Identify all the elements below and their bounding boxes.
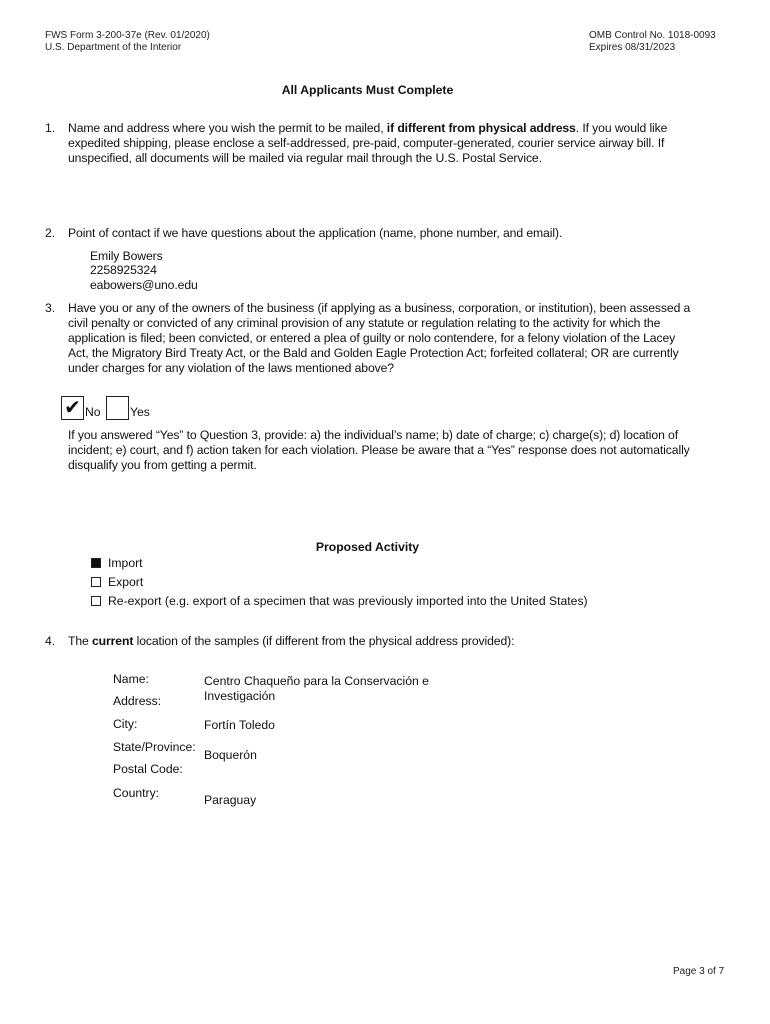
yes-label: Yes — [130, 405, 150, 419]
question-1-text: Name and address where you wish the permit to be mailed, if different from physical address. If you would like expedited shipping, please enclose a self-addressed, pre-paid, computer-generated, courier service airway bill. If unspecified, all documents will be mailed via regular mail through the U.S. Postal Service. — [68, 121, 668, 165]
checkmark-icon: ✔ — [64, 395, 81, 419]
country-label: Country: — [113, 786, 160, 800]
no-checkbox[interactable] — [61, 396, 84, 420]
question-3-text: Have you or any of the owners of the business (if applying as a business, corporation, or institution), been assessed a civil penalty or convicted of any criminal provision of any statute or regulation relating to the activity for which the application is filed; been convicted, or entered a plea of guilty or nolo contendere, for a felony violation of the Lacey Act, the Migratory Bird Treaty Act, or the Bald and Golden Eagle Protection Act; forfeited collateral; OR are currently under charges for any violation of the laws mentioned above? — [68, 301, 691, 375]
address-label: Address: — [113, 694, 162, 708]
omb-control-number: OMB Control No. 1018-0093 — [589, 30, 716, 41]
question-2-number: 2. — [45, 226, 56, 240]
re-export-checkbox[interactable] — [91, 596, 101, 606]
postal-code-label: Postal Code: — [113, 762, 183, 776]
page-number: Page 3 of 7 — [673, 966, 725, 977]
question-4-text: The current location of the samples (if different from the physical address provided): — [68, 634, 515, 648]
import-checkbox[interactable] — [91, 558, 101, 568]
city-value[interactable]: Fortín Toledo — [204, 718, 275, 732]
question-2-text: Point of contact if we have questions about the application (name, phone number, and email). — [68, 226, 563, 240]
section-title: All Applicants Must Complete — [281, 83, 454, 97]
city-label: City: — [113, 717, 138, 731]
question-3-number: 3. — [45, 301, 56, 315]
form-id: FWS Form 3-200-37e (Rev. 01/2020) — [45, 30, 210, 41]
expiration-date: Expires 08/31/2023 — [589, 42, 676, 53]
department: U.S. Department of the Interior — [45, 42, 182, 53]
contact-email[interactable]: eabowers@uno.edu — [90, 278, 198, 292]
location-name-value[interactable]: Centro Chaqueño para la Conservación e Investigación — [204, 674, 429, 703]
yes-checkbox[interactable] — [106, 396, 129, 420]
export-checkbox[interactable] — [91, 577, 101, 587]
contact-name[interactable]: Emily Bowers — [90, 249, 163, 263]
import-label: Import — [108, 556, 143, 570]
re-export-label: Re-export (e.g. export of a specimen that was previously imported into the United States) — [108, 594, 588, 608]
name-label: Name: — [113, 672, 149, 686]
question-1-number: 1. — [45, 121, 56, 135]
export-label: Export — [108, 575, 144, 589]
state-value[interactable]: Boquerón — [204, 748, 257, 762]
state-label: State/Province: — [113, 740, 196, 754]
proposed-activity-title: Proposed Activity — [315, 540, 420, 554]
country-value[interactable]: Paraguay — [204, 793, 257, 807]
contact-phone[interactable]: 2258925324 — [90, 263, 157, 277]
question-3-followup: If you answered “Yes” to Question 3, provide: a) the individual’s name; b) date of charge; c) charge(s); d) location of incident; e) court, and f) action taken for each violation. Please be aware that a “Yes” response does not automatically disqualify you from getting a permit. — [68, 428, 690, 472]
question-4-number: 4. — [45, 634, 56, 648]
no-label: No — [85, 405, 101, 419]
